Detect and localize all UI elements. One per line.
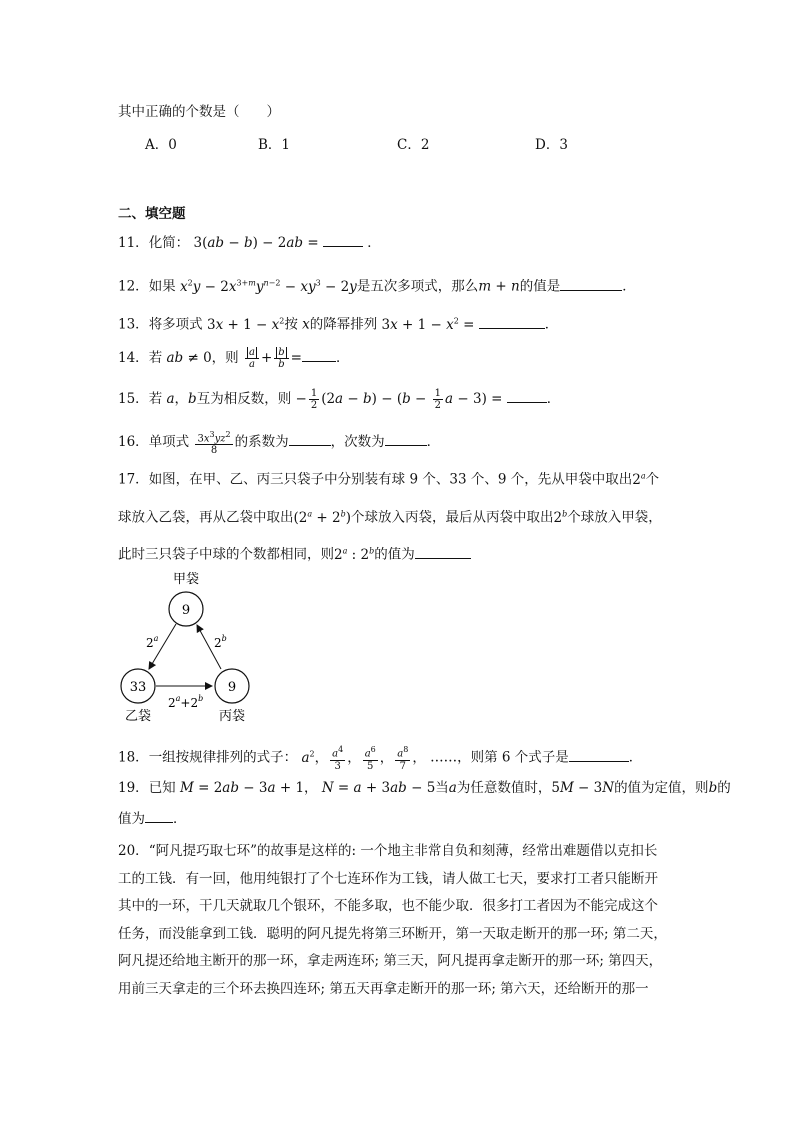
q19-number: 19． bbox=[118, 780, 149, 796]
bag-label-jia: 甲袋 bbox=[172, 572, 200, 587]
q15-answer-blank[interactable] bbox=[507, 388, 547, 403]
bag-value-jia: 9 bbox=[181, 603, 191, 618]
q16-mid2-text: ，次数为 bbox=[330, 434, 385, 451]
question-17-line-2 bbox=[118, 504, 662, 528]
q12-expression: $x^2y - 2x^{3+m}y^{n-2} - xy^3 - 2y$ bbox=[179, 278, 357, 295]
bag-label-yi: 乙袋 bbox=[124, 709, 152, 724]
question-16: 16．单项式 $\frac{3x^3yz^2}{8}$ 的系数为 ，次数为 ． bbox=[118, 430, 441, 457]
q17-power-b: 2$^b$ bbox=[553, 509, 568, 526]
q20-line-4: 任务，而没能拿到工钱．聪明的阿凡提先将第三环断开，第一天取走断开的那一环; 第二天， bbox=[118, 925, 667, 942]
q19-N-expression: N = a + 3ab − 5 bbox=[321, 780, 436, 796]
q12-text: 如果 bbox=[148, 278, 176, 295]
q10-prompt: 其中正确的个数是（ ） bbox=[118, 104, 280, 120]
q16-monomial: $\frac{3x^3yz^2}{8}$ bbox=[197, 430, 231, 457]
q10-option-a[interactable]: A．0 bbox=[145, 137, 177, 153]
question-14: 14．若 ab ≠ 0，则 $\frac{a}{a}$ + $\frac{b}{b}$ = ． bbox=[118, 347, 350, 370]
q19-mid2-text: 为任意数值时， bbox=[456, 780, 552, 796]
question-18: 18．一组按规律排列的式子： $a^2$， $\frac{a^4}{3}$ ， $\frac{a^6}{5}$ ， $\frac{a^8}{7}$ ， ……，则第 6 个式子是 ． bbox=[118, 745, 643, 772]
q17-answer-blank[interactable] bbox=[415, 544, 471, 559]
arrow-label-2a: 2$^a$ bbox=[146, 634, 159, 650]
q16-coef-blank[interactable] bbox=[289, 431, 331, 446]
q20-line-1-text: “阿凡提巧取七环”的故事是这样的: 一个地主非常自负和刻薄，经常出难题借以克扣长 bbox=[148, 843, 658, 859]
q20-number: 20． bbox=[118, 843, 149, 859]
q18-text: 一组按规律排列的式子： bbox=[148, 749, 298, 766]
q20-line-2: 工的工钱．有一回，他用纯银打了个七连环作为工钱，请人做工七天，要求打工者只能断开 bbox=[118, 870, 658, 887]
question-11: 11．化简： 3(ab − b) − 2ab = ． bbox=[118, 232, 381, 253]
q20-line-5: 阿凡提还给地主断开的那一环，拿走两连环; 第三天，阿凡提再拿走断开的那一环; 第四天， bbox=[118, 953, 663, 969]
question-12: 12．如果 $x^2y - 2x^{3+m}y^{n-2} - xy^3 - 2y$是五次多项式，那么m + n的值是 ． bbox=[118, 273, 636, 297]
q15-expression: − $\frac{1}{2}$ (2a − b) − (b − $\frac{1}{2}$ a − 3) = bbox=[295, 388, 503, 411]
q19-mid3-text: 的值为定值，则 bbox=[614, 780, 709, 796]
q13-mid2-text: 的降幂排列 bbox=[309, 316, 378, 333]
question-15: 15．若 a，b互为相反数，则 − $\frac{1}{2}$ (2a − b) − (b − $\frac{1}{2}$ a − 3) = ． bbox=[118, 388, 561, 411]
q16-degree-blank[interactable] bbox=[385, 431, 427, 446]
q15-text: 若 bbox=[148, 391, 163, 407]
q18-tail-text: ，则第 6 个式子是 bbox=[457, 749, 569, 766]
q17-line1-text: 如图，在甲、乙、丙三只袋子中分别装有球 9 个、33 个、9 个，先从甲袋中取出 bbox=[148, 471, 633, 488]
q17-ratio-expression: 2$^a$ : 2$^b$ bbox=[334, 546, 375, 563]
q20-line-6: 用前三天拿走的三个环去换四连环; 第五天再拿走断开的那一环; 第六天，还给断开的那一 bbox=[118, 980, 649, 997]
q18-sequence: $a^2$， $\frac{a^4}{3}$ ， $\frac{a^6}{5}$ ， $\frac{a^8}{7}$ ， bbox=[301, 745, 426, 772]
q14-frac-b: $\frac{b}{b}$ bbox=[274, 347, 288, 370]
q11-text: 化简： bbox=[148, 235, 190, 251]
q10-option-d[interactable]: D．3 bbox=[535, 137, 568, 153]
q13-mid-text: 按 bbox=[284, 316, 298, 333]
q12-tail-text: 的值是 bbox=[519, 278, 561, 295]
q15-number: 15． bbox=[118, 391, 149, 407]
q11-expression: 3(ab − b) − 2ab = bbox=[193, 235, 319, 251]
question-13: 13．将多项式 $3x + 1 - x^2$按 x的降幂排列 $3x + 1 - x^2$ = ． bbox=[118, 311, 558, 335]
q15-mid-text: 互为相反数，则 bbox=[196, 391, 292, 407]
q17-line3-text: 此时三只袋子中球的个数都相同，则 bbox=[118, 546, 334, 563]
q17-power-a: 2$^a$ bbox=[632, 471, 646, 488]
q12-answer-blank[interactable] bbox=[560, 276, 622, 291]
bag-diagram bbox=[110, 568, 270, 728]
q14-frac-a: $\frac{a}{a}$ bbox=[245, 347, 259, 370]
arrow-label-2a-plus-2b: $2^a+2^b$ bbox=[168, 694, 204, 710]
q17-line1-tail: 个 bbox=[645, 471, 660, 488]
q20-line-3: 其中的一环，干几天就取几个银环，不能多取，也不能少取．很多打工者因为不能完成这个 bbox=[118, 898, 658, 914]
q18-number: 18． bbox=[118, 749, 149, 766]
q19-answer-blank[interactable] bbox=[145, 808, 173, 823]
q16-number: 16． bbox=[118, 434, 149, 451]
q16-text: 单项式 bbox=[148, 434, 190, 451]
bag-value-bing: 9 bbox=[227, 680, 237, 695]
q13-text: 将多项式 bbox=[148, 316, 203, 333]
question-17-line-3 bbox=[118, 541, 471, 565]
q14-number: 14． bbox=[118, 350, 149, 366]
q14-condition: ab ≠ 0 bbox=[166, 350, 212, 366]
q10-option-b[interactable]: B．1 bbox=[258, 137, 291, 153]
question-19-line-2: 值为 ． bbox=[118, 808, 187, 829]
q13-answer-blank[interactable] bbox=[479, 314, 545, 329]
q13-number: 13． bbox=[118, 316, 149, 333]
q17-sum-expression: $(2^a + 2^b)$ bbox=[293, 509, 352, 526]
arrow-label-2b: 2$^b$ bbox=[214, 634, 227, 650]
q19-text: 已知 bbox=[148, 780, 176, 796]
q19-line2-text: 值为 bbox=[118, 811, 145, 827]
q19-combo: 5M − 3N bbox=[551, 780, 615, 796]
q12-number: 12． bbox=[118, 278, 149, 295]
question-20 bbox=[118, 838, 688, 1003]
question-19-line-1: 19．已知 M = 2ab − 3a + 1， N = a + 3ab − 5当a为任意数值时，5M − 3N的值为定值，则b的 bbox=[118, 780, 731, 796]
q14-answer-blank[interactable] bbox=[302, 347, 336, 362]
q17-number: 17． bbox=[118, 471, 149, 488]
bag-value-yi: 33 bbox=[129, 680, 147, 695]
q14-text: 若 bbox=[148, 350, 163, 366]
q18-dots: …… bbox=[430, 749, 458, 766]
q12-m-plus-n: m + n bbox=[478, 278, 520, 295]
q18-answer-blank[interactable] bbox=[569, 747, 629, 762]
q16-mid-text: 的系数为 bbox=[234, 434, 289, 451]
q13-poly: $3x + 1 - x^2$ bbox=[206, 316, 285, 333]
q10-option-c[interactable]: C．2 bbox=[397, 137, 430, 153]
q12-mid-text: 是五次多项式，那么 bbox=[356, 278, 479, 295]
q17-line2a-text: 球放入乙袋，再从乙袋中取出 bbox=[118, 509, 294, 526]
q17-line2b-text: 个球放入丙袋，最后从丙袋中取出 bbox=[351, 509, 554, 526]
q20-line-1 bbox=[118, 838, 688, 866]
question-17-line-1 bbox=[118, 466, 659, 490]
q19-tail-text: 的 bbox=[717, 780, 731, 796]
q15-vars: a，b bbox=[166, 391, 197, 407]
q17-line3-tail: 的值为 bbox=[374, 546, 415, 563]
q13-poly-2: $3x + 1 - x^2$ = bbox=[381, 316, 475, 333]
q19-mid-text: 当 bbox=[435, 780, 449, 796]
q17-line2c-text: 个球放入甲袋， bbox=[567, 509, 662, 526]
bag-label-bing: 丙袋 bbox=[218, 709, 246, 724]
q14-mid-text: ，则 bbox=[211, 350, 239, 366]
q11-answer-blank[interactable] bbox=[323, 232, 363, 247]
section-title: 二、填空题 bbox=[118, 206, 186, 222]
q19-M-expression: M = 2ab − 3a + 1 bbox=[179, 780, 305, 796]
q11-number: 11． bbox=[118, 235, 149, 251]
